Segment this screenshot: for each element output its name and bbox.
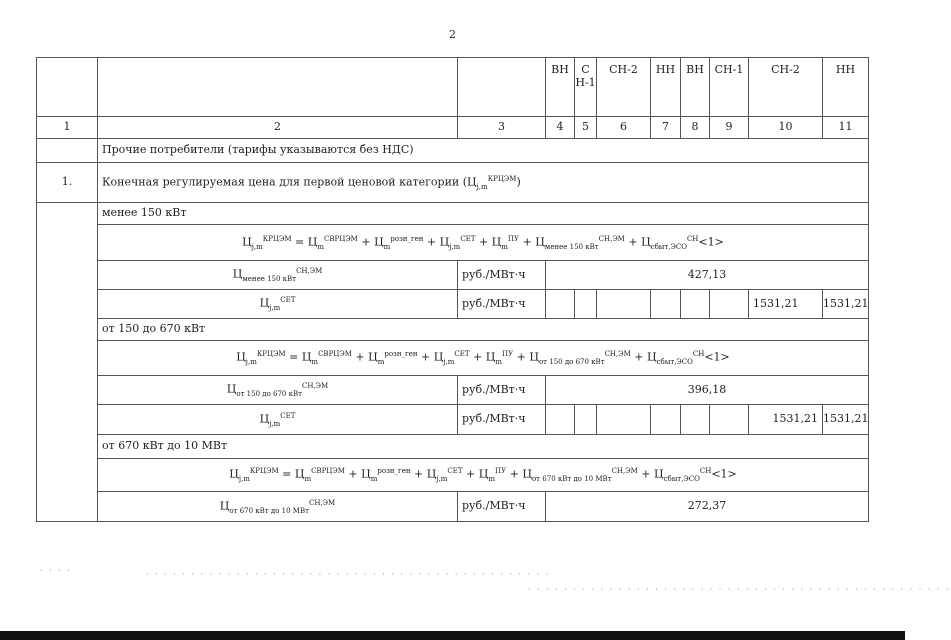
group-label-row — [37, 435, 869, 459]
header-vn-2: ВН — [681, 58, 710, 117]
header-sn1: С Н-1 — [575, 58, 597, 117]
sbyt-row — [37, 376, 869, 405]
col-num: 5 — [575, 117, 597, 139]
scan-border — [0, 631, 905, 640]
group-label: от 150 до 670 кВт — [98, 319, 869, 341]
unit-cell: руб./МВт·ч — [458, 492, 546, 522]
unit-cell: руб./МВт·ч — [458, 376, 546, 405]
unit-cell: руб./МВт·ч — [458, 261, 546, 290]
formula-row — [37, 459, 869, 492]
col-num: 2 — [98, 117, 458, 139]
formula: $Ц_{j,m}^{КРЦЭМ} = Ц_m^{СВРЦЭМ} + Ц_m^{розн\_ген} + Ц_{j,m}^{СЕТ} + Ц_m^{ПУ} + Ц_{от 150 до 670 кВт}^{СН,ЭМ} + Ц_{сбыт,ЭСО}^{СН}<1>$ — [98, 341, 869, 376]
value-cell: 1531,21 — [823, 290, 869, 319]
header-sn1-2: СН-1 — [710, 58, 749, 117]
value-cell: 396,18 — [546, 376, 869, 405]
value-cell: 1531,21 — [749, 290, 823, 319]
col-num: 8 — [681, 117, 710, 139]
sbyt-label: $Ц_{от 150 до 670 кВт}^{СН,ЭМ}$ — [98, 376, 458, 405]
header-nn-2: НН — [823, 58, 869, 117]
col-num: 4 — [546, 117, 575, 139]
sbyt-row — [37, 261, 869, 290]
item-row — [37, 163, 869, 203]
sbyt-label: $Ц_{менее 150 кВт}^{СН,ЭМ}$ — [98, 261, 458, 290]
col-num: 7 — [651, 117, 681, 139]
set-label: $Ц_{j,m}^{СЕТ}$ — [98, 405, 458, 435]
header-row — [37, 58, 869, 117]
section-title: Прочие потребители (тарифы указываются без НДС) — [98, 139, 869, 163]
item-number: 1. — [37, 163, 98, 203]
section-row — [37, 139, 869, 163]
set-row — [37, 290, 869, 319]
header-cell-3 — [458, 58, 546, 117]
col-num: 3 — [458, 117, 546, 139]
header-sn2-2: СН-2 — [749, 58, 823, 117]
scan-noise: · · · · — [40, 566, 72, 575]
col-num: 10 — [749, 117, 823, 139]
group-label: менее 150 кВт — [98, 203, 869, 225]
formula-row — [37, 225, 869, 261]
scan-noise: · · · · · · · · · · · · · · · · · · · · · · · · · · · · · · · · · · · · · · · · · · · · · — [146, 570, 551, 579]
tariff-table — [36, 57, 869, 522]
set-row — [37, 405, 869, 435]
col-num: 1 — [37, 117, 98, 139]
col-num: 9 — [710, 117, 749, 139]
col-num: 11 — [823, 117, 869, 139]
header-sn2: СН-2 — [597, 58, 651, 117]
item-title: Конечная регулируемая цена для первой ценовой категории $(Ц_{j,m}^{КРЦЭМ})$ — [98, 163, 869, 203]
value-cell: 1531,21 — [823, 405, 869, 435]
col-num: 6 — [597, 117, 651, 139]
header-nn: НН — [651, 58, 681, 117]
formula-row — [37, 341, 869, 376]
unit-cell: руб./МВт·ч — [458, 405, 546, 435]
group-label-row — [37, 319, 869, 341]
formula: $Ц_{j,m}^{КРЦЭМ} = Ц_m^{СВРЦЭМ} + Ц_m^{розн\_ген} + Ц_{j,m}^{СЕТ} + Ц_m^{ПУ} + Ц_{от 670 кВт до 10 МВт}^{СН,ЭМ} + Ц_{сбыт,ЭСО}^{СН}<1>$ — [98, 459, 869, 492]
value-cell: 1531,21 — [749, 405, 823, 435]
value-cell: 272,37 — [546, 492, 869, 522]
unit-cell: руб./МВт·ч — [458, 290, 546, 319]
header-cell-1 — [37, 58, 98, 117]
group-label: от 670 кВт до 10 МВт — [98, 435, 869, 459]
formula: $Ц_{j,m}^{КРЦЭМ} = Ц_m^{СВРЦЭМ} + Ц_m^{розн\_ген} + Ц_{j,m}^{СЕТ} + Ц_m^{ПУ} + Ц_{менее 150 кВт}^{СН,ЭМ} + Ц_{сбыт,ЭСО}^{СН}<1>$ — [98, 225, 869, 261]
value-cell: 427,13 — [546, 261, 869, 290]
set-label: $Ц_{j,m}^{СЕТ}$ — [98, 290, 458, 319]
tariff-table-container — [36, 57, 868, 529]
sbyt-label: $Ц_{от 670 кВт до 10 МВт}^{СН,ЭМ}$ — [98, 492, 458, 522]
scan-noise: · · · · · · · · · · · · · · · · · · · · · · · · · · · · · · · · · · · · · · · · · · · · · · · — [528, 585, 951, 594]
sbyt-row — [37, 492, 869, 522]
group-label-row — [37, 203, 869, 225]
header-vn: ВН — [546, 58, 575, 117]
header-cell-2 — [98, 58, 458, 117]
column-number-row — [37, 117, 869, 139]
page-number: 2 — [449, 28, 456, 41]
